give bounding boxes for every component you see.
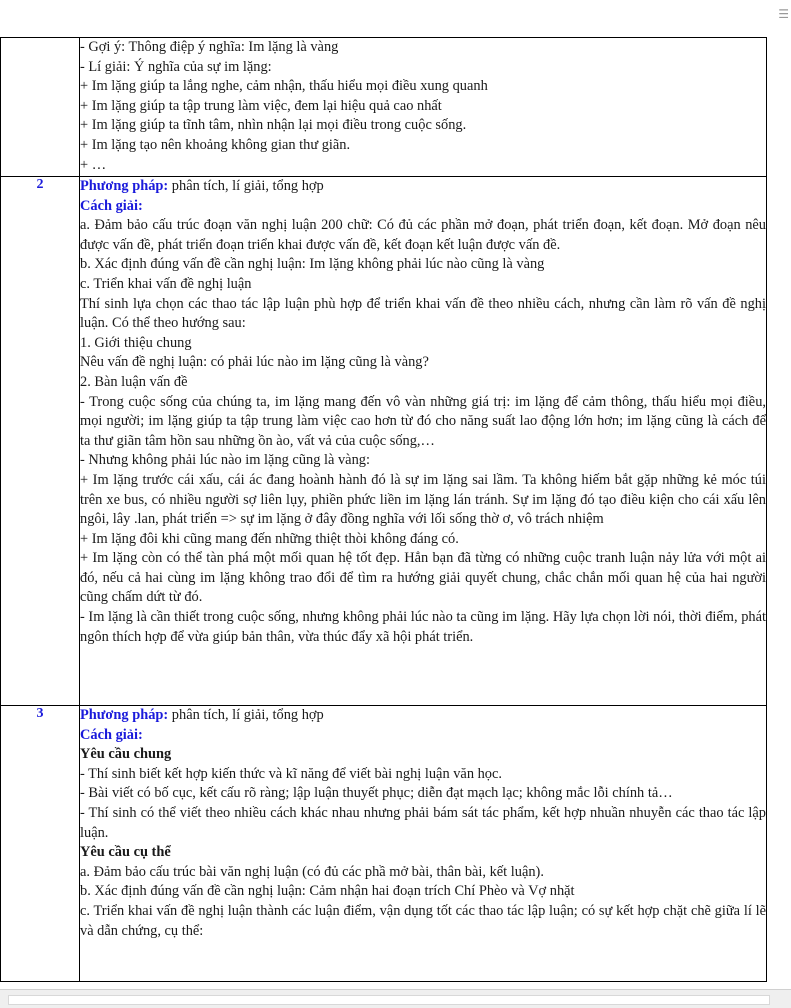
horizontal-scrollbar[interactable] (0, 989, 791, 1008)
answer-paragraph: - Bài viết có bố cục, kết cấu rõ ràng; lập luận thuyết phục; diễn đạt mạch lạc; không mắc lỗi chính tả… (80, 785, 673, 802)
answer-paragraph: c. Triển khai vấn đề nghị luận thành các luận điểm, vận dụng tốt các thao tác lập luận; có sự kết hợp chặt chẽ giữa lí lẽ và dẫn chứng, cụ thể: (80, 902, 766, 939)
method-line (80, 706, 766, 726)
answer-paragraph: - Thí sinh biết kết hợp kiến thức và kĩ năng để viết bài nghị luận văn học. (80, 765, 502, 782)
answer-paragraph: Yêu cầu cụ thể (80, 844, 171, 861)
answer-paragraph: - Gợi ý: Thông điệp ý nghĩa: Im lặng là vàng (80, 39, 339, 55)
question-number: 3 (1, 706, 80, 982)
answer-paragraph: - Thí sinh có thể viết theo nhiều cách khác nhau nhưng phải bám sát tác phẩm, kết hợp nhuần nhuyễn các thao tác lập luận. (80, 804, 766, 841)
table-row (1, 706, 767, 982)
answer-paragraph: a. Đảm bảo cấu trúc bài văn nghị luận (có đủ các phầ mở bài, thân bài, kết luận). (80, 863, 544, 880)
answer-paragraph: - Nhưng không phải lúc nào im lặng cũng là vàng: (80, 452, 370, 469)
answer-cell (80, 38, 767, 177)
table-row (1, 177, 767, 706)
answer-paragraph: a. Đảm bảo cấu trúc đoạn văn nghị luận 200 chữ: Có đủ các phần mở đoạn, phát triển đoạn, kết đoạn. Mở đoạn nêu được vấn đề, phát triển đoạn triển khai được vấn đề, kết đoạn kết luận được vấn đề. (80, 217, 766, 253)
answer-paragraph: c. Triển khai vấn đề nghị luận (80, 275, 252, 292)
answer-paragraph: Nêu vấn đề nghị luận: có phải lúc nào im lặng cũng là vàng? (80, 354, 429, 371)
question-number: 2 (1, 177, 80, 706)
answer-paragraph: b. Xác định đúng vấn đề cần nghị luận: Cảm nhận hai đoạn trích Chí Phèo và Vợ nhặt (80, 883, 575, 900)
answer-cell (80, 177, 767, 706)
answer-paragraph: - Trong cuộc sống của chúng ta, im lặng mang đến vô vàn những giá trị: im lặng để cảm thông, thấu hiểu mọi điều, mọi người; im lặng giúp ta tập trung làm việc cao hơn từ đó cho năng suất lao động lớn hơn; im lặng cũng là cách để ta thư giãn tâm hồn sau những ồn ào, vất vả của cuộc sống,… (80, 393, 766, 449)
answer-paragraph: + Im lặng giúp ta tập trung làm việc, đem lại hiệu quả cao nhất (80, 97, 442, 114)
answer-paragraph: + Im lặng giúp ta tĩnh tâm, nhìn nhận lại mọi điều trong cuộc sống. (80, 117, 467, 134)
method-label: Phương pháp: (80, 178, 169, 194)
answer-paragraph: + … (80, 156, 107, 173)
question-number (1, 38, 80, 177)
answer-blocks (80, 745, 766, 941)
answer-paragraph: Yêu cầu chung (80, 746, 172, 763)
guide-label: Cách giải: (80, 197, 143, 214)
answer-paragraph: + Im lặng giúp ta lắng nghe, cảm nhận, thấu hiểu mọi điều xung quanh (80, 78, 488, 95)
answer-cell (80, 706, 767, 982)
scrollbar-thumb[interactable] (8, 995, 770, 1005)
answer-table (0, 37, 767, 982)
answer-paragraph: 1. Giới thiệu chung (80, 334, 192, 351)
guide-label: Cách giải: (80, 726, 143, 743)
answer-paragraph: + Im lặng tạo nên khoảng không gian thư giãn. (80, 136, 351, 153)
answer-paragraph: Thí sinh lựa chọn các thao tác lập luận phù hợp để triển khai vấn đề theo nhiều cách, nhưng cần làm rõ vấn đề nghị luận. Có thể theo hướng sau: (80, 295, 766, 332)
answer-paragraph: + Im lặng trước cái xấu, cái ác đang hoành hành đó là sự im lặng sai lầm. Ta không hiếm bắt gặp những kẻ móc túi trên xe bus, có nhiều người sợ liên lụy, phiền phức liền im lặng lán tránh. Sự im lặng đó tạo điều kiện cho cái xấu lên ngôi, lây .lan, phát triển => sự im lặng ở đây đồng nghĩa với lối sống thờ ơ, vô trách nhiệm (80, 471, 766, 528)
method-text: phân tích, lí giải, tổng hợp (168, 178, 324, 194)
answer-paragraph: + Im lặng còn có thể tàn phá một mối quan hệ tốt đẹp. Hẳn bạn đã từng có những cuộc tranh luận nảy lửa với một ai đó, nếu cả hai cùng im lặng không trao đổi để tìm ra hướng giải quyết chung, chắc chắn mối quan hệ của hai người cũng chấm dứt từ đó. (80, 550, 766, 606)
table-row (1, 38, 767, 177)
answer-blocks (80, 38, 766, 175)
answer-blocks (80, 216, 766, 647)
answer-paragraph: + Im lặng đôi khi cũng mang đến những thiệt thòi không đáng có. (80, 530, 459, 547)
hamburger-icon[interactable]: ☰ (778, 7, 789, 21)
method-line (80, 177, 766, 197)
answer-paragraph: - Im lặng là cần thiết trong cuộc sống, nhưng không phải lúc nào ta cũng im lặng. Hãy lựa chọn lời nói, thời điểm, phát ngôn thích hợp để vừa giúp bản thân, vừa thúc đẩy xã hội phát triển. (80, 609, 766, 645)
answer-paragraph: b. Xác định đúng vấn đề cần nghị luận: Im lặng không phải lúc nào cũng là vàng (80, 256, 545, 273)
answer-paragraph: 2. Bàn luận vấn đề (80, 373, 188, 390)
method-text: phân tích, lí giải, tổng hợp (168, 707, 324, 723)
answer-paragraph: - Lí giải: Ý nghĩa của sự im lặng: (80, 58, 272, 75)
method-label: Phương pháp: (80, 707, 169, 723)
